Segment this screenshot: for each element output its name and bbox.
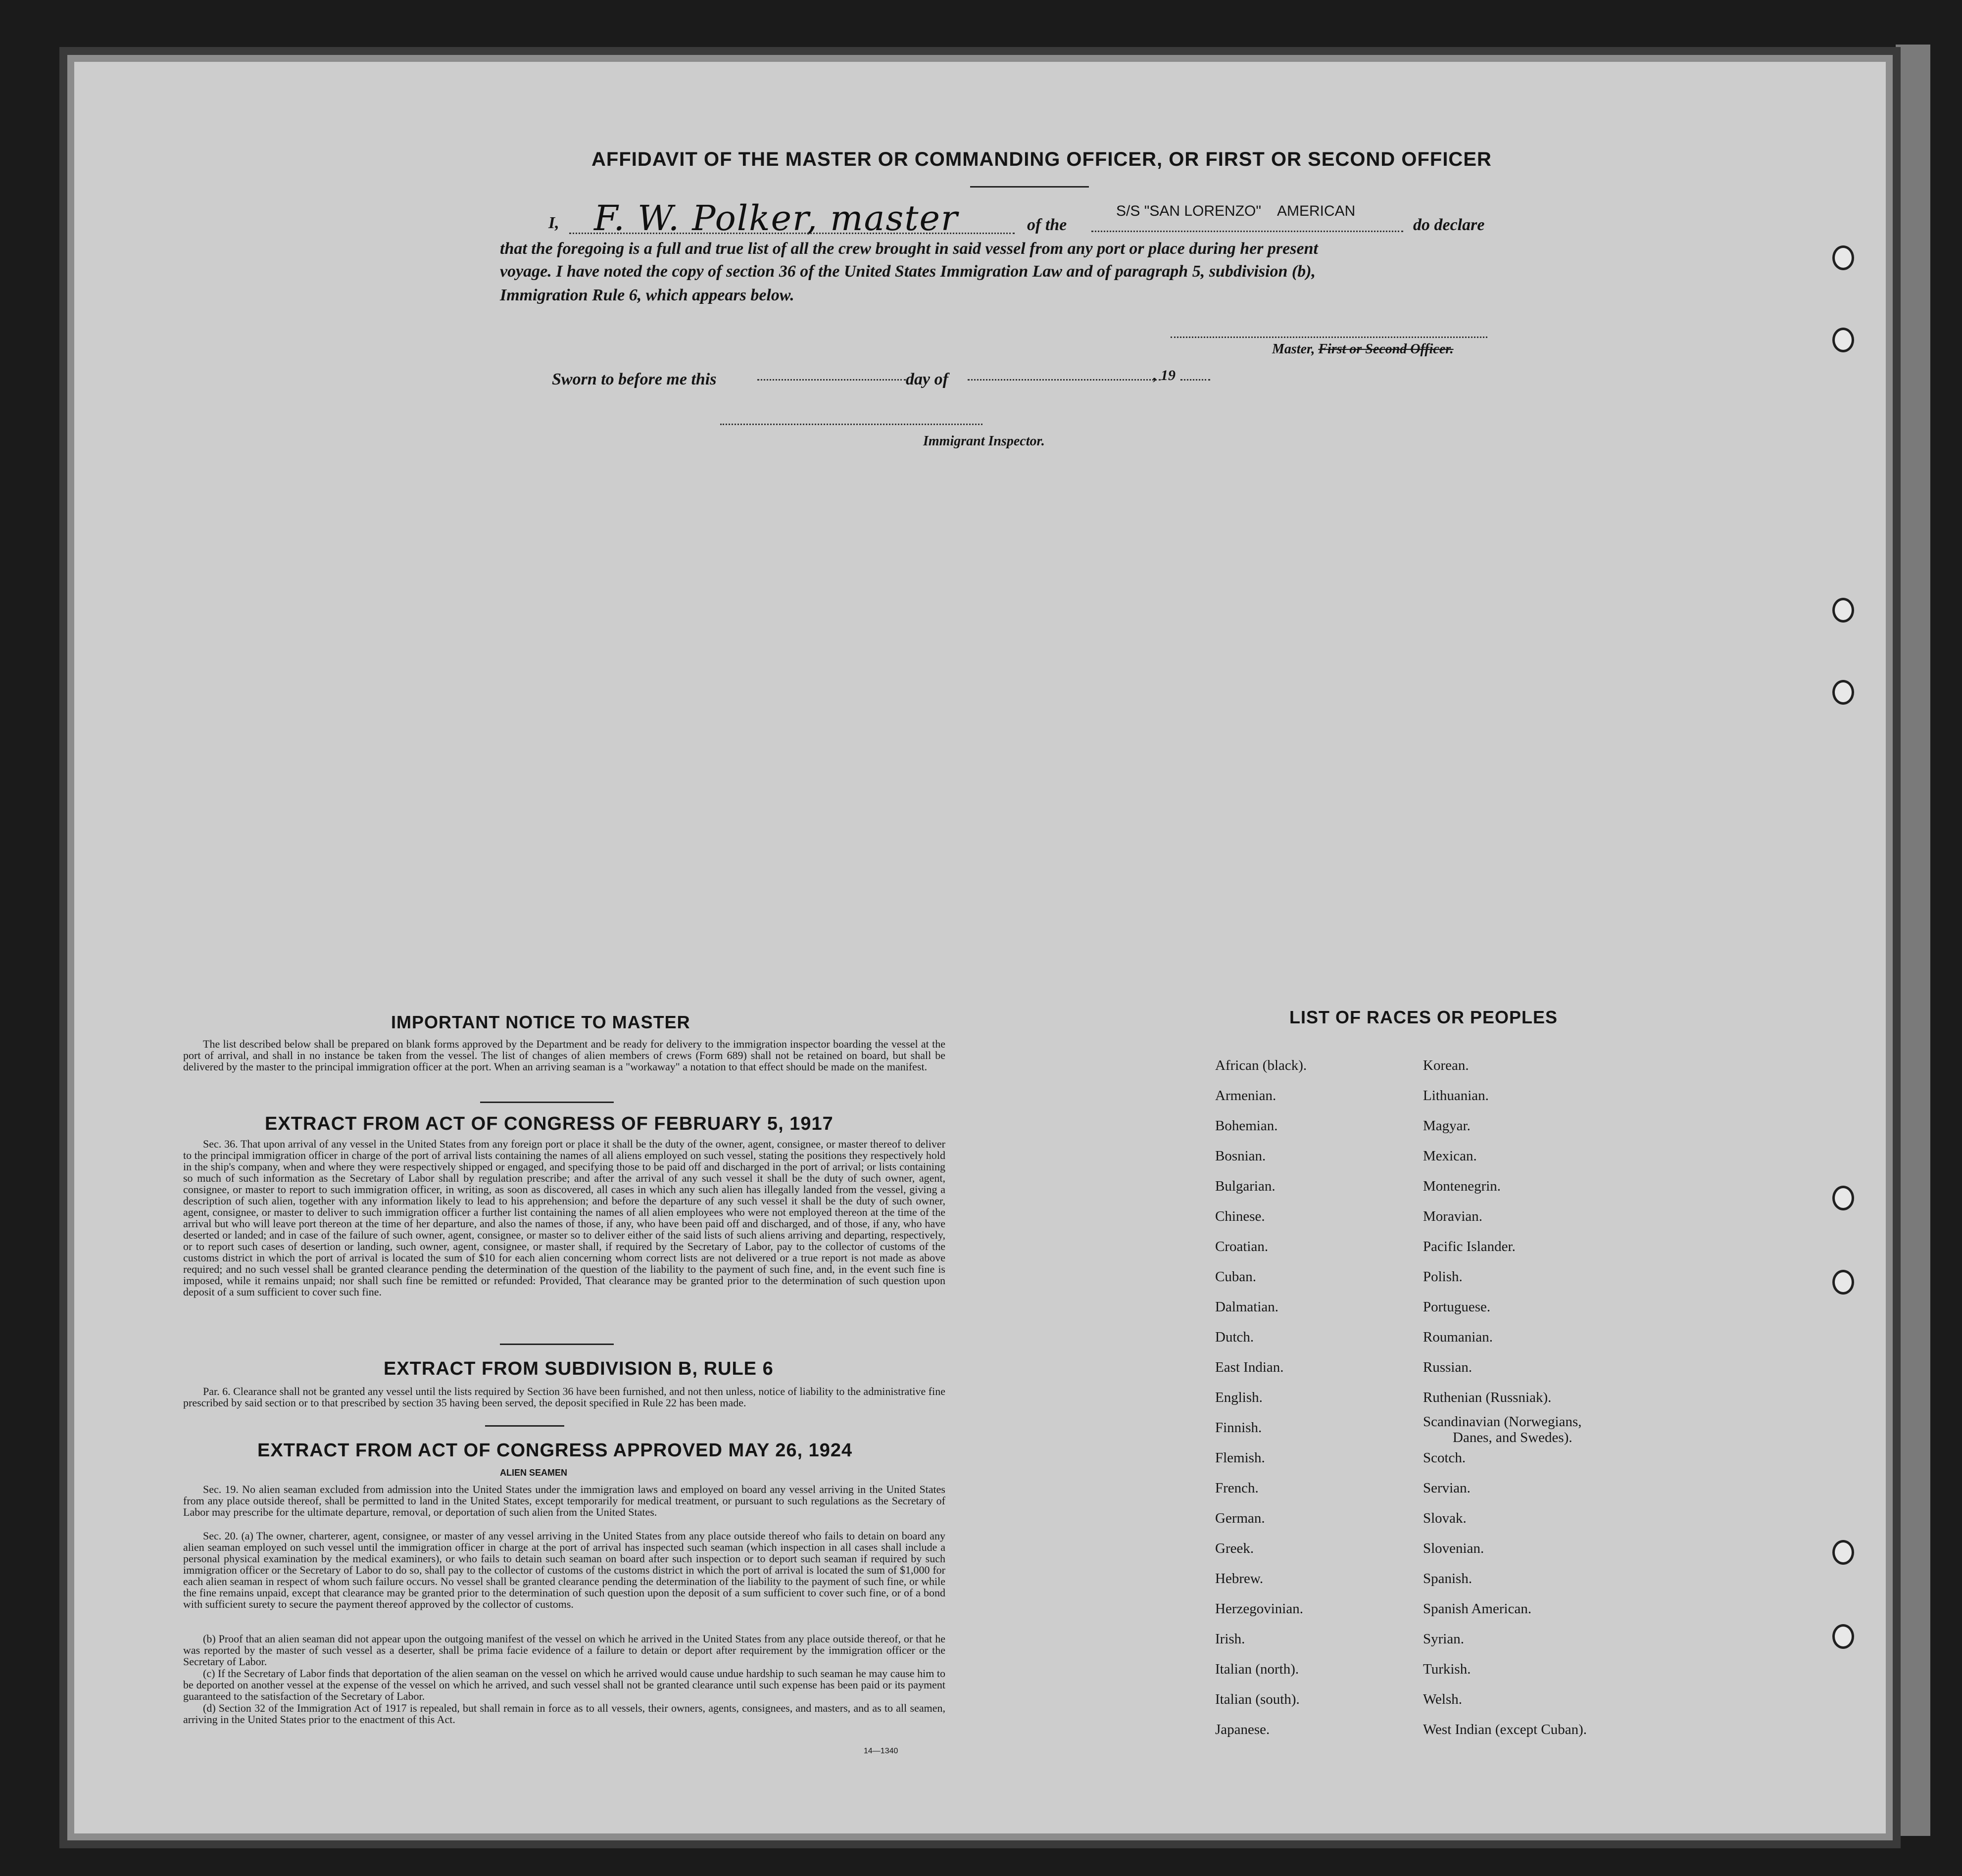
race-item: Danes, and Swedes). xyxy=(1453,1430,1572,1445)
race-item: Chinese. xyxy=(1215,1208,1265,1224)
master-label xyxy=(1272,341,1454,357)
race-item: Finnish. xyxy=(1215,1420,1262,1436)
race-item: Roumanian. xyxy=(1423,1329,1493,1345)
race-item: Hebrew. xyxy=(1215,1571,1264,1587)
race-item: Magyar. xyxy=(1423,1118,1471,1134)
race-item: Cuban. xyxy=(1215,1269,1256,1285)
sec20c-body: (c) If the Secretary of Labor finds that deportation of the alien seaman on the vessel on which he arrived would cause undue hardship to such seaman he may cause him to be deported on another vessel at the expense of the vessel on which he arrived, and such vessel shall not be granted clearance until such expense has been paid or its payment guaranteed to the satisfaction of the Secretary of Labor. xyxy=(183,1667,945,1702)
affidavit-title: AFFIDAVIT OF THE MASTER OR COMMANDING OFFICER, OR FIRST OR SECOND OFFICER xyxy=(591,148,1492,170)
notice-title: IMPORTANT NOTICE TO MASTER xyxy=(391,1012,690,1032)
race-item: Turkish. xyxy=(1423,1661,1471,1677)
master-signature-line xyxy=(1171,337,1487,338)
sec20a-body: Sec. 20. (a) The owner, charterer, agent, consignee, or master of any vessel arriving in the United States from any place outside thereof who fails to detain on board any alien seaman employed on such vessel until the immigration officer in charge at the port of arrival has inspected such seaman (which inspection in all cases shall include a personal physical examination by the medical examiners), or who fails to detain such seaman on board after such inspection or to deport such seaman if required by such immigration officer or the Secretary of Labor to do so, shall pay to the collector of customs of the customs district in which the port of arrival is located the sum of $1,000 for each alien seaman in respect of whom such failure occurs. No vessel shall be granted clearance pending the determination of the liability to the payment of such fine, or while the fine remains unpaid, except that clearance may be granted prior to the determination of such question upon the deposit of a sum sufficient to cover such fine, or of a bond with sufficient surety to secure the payment thereof approved by the collector of customs. xyxy=(183,1530,945,1610)
sec20b-body: (b) Proof that an alien seaman did not appear upon the outgoing manifest of the vessel on which he arrived in the United States from any place outside thereof, or that he was reported by the master of such vessel as a deserter, shall be prima facie evidence of a failure to detain or deport after requirement by the immigration officer or the Secretary of Labor. xyxy=(183,1633,945,1668)
race-item: Herzegovinian. xyxy=(1215,1601,1303,1617)
year-label: , 19 xyxy=(1153,367,1176,384)
race-item: Spanish American. xyxy=(1423,1601,1532,1617)
race-item: Ruthenian (Russniak). xyxy=(1423,1390,1552,1405)
race-item: Montenegrin. xyxy=(1423,1178,1501,1194)
binder-hole-5 xyxy=(1832,1186,1854,1210)
inspector-label: Immigrant Inspector. xyxy=(923,433,1045,449)
race-item: African (black). xyxy=(1215,1058,1307,1073)
binder-hole-8 xyxy=(1832,1624,1854,1649)
race-item: Spanish. xyxy=(1423,1571,1472,1587)
binder-hole-4 xyxy=(1832,680,1854,705)
inspector-signature-line xyxy=(720,424,982,425)
sec19-body: Sec. 19. No alien seaman excluded from admission into the United States under the immigration laws and employed on board any vessel arriving in the United States from any place outside thereof, shall be permitted to land in the United States, except temporarily for medical treatment, or pursuant to such regulations as the Secretary of Labor may prescribe for the ultimate departure, removal, or deportation of such alien from the United States. xyxy=(183,1483,945,1518)
affidavit-line-4: Immigration Rule 6, which appears below. xyxy=(500,286,794,304)
race-item: Slovenian. xyxy=(1423,1540,1484,1556)
race-item: Scotch. xyxy=(1423,1450,1466,1466)
title-underline xyxy=(970,186,1089,188)
act-1917-body: Sec. 36. That upon arrival of any vessel in the United States from any foreign port or place it shall be the duty of the owner, agent, consignee, or master thereof to deliver to the principal immigration officer in charge of the port of arrival lists containing the names of all aliens employed on such vessel, stating the positions they respectively hold in the ship's company, when and where they were respectively shipped or engaged, and specifying those to be paid off and discharged in the port of arrival; or lists containing so much of such information as the Secretary of Labor shall by regulation prescribe; and after the arrival of any such vessel it shall be the duty of such owner, agent, consignee, or master to report to such immigration officer, in writing, as soon as discovered, all cases in which any such alien has illegally landed from the vessel, giving a description of such alien, together with any information likely to lead to his apprehension; and before the departure of any such vessel it shall be the duty of such owner, agent, consignee, or master to deliver to such immigration officer a further list containing the names of all alien employees who were not employed thereon at the time of the arrival but who will leave port thereon at the time of her departure, and also the names of those, if any, who have been paid off and discharged, and of those, if any, who have deserted or landed; and in case of the failure of such owner, agent, consignee, or master so to deliver either of the said lists of such aliens arriving and departing, respectively, or to report such cases of desertion or landing, such owner, agent, consignee, or master shall, if required by the Secretary of Labor, pay to the collector of customs of the customs district in which the port of arrival is located the sum of $10 for each alien concerning whom correct lists are not delivered or a true report is not made as above required; and no such vessel shall be granted clearance pending the determination of the question of the liability to the payment of such fine, and, in the event such fine is imposed, while it remains unpaid; nor shall such fine be remitted or refunded: Provided, That clearance may be granted prior to the determination of such question upon deposit of a sum sufficient to cover such fine. xyxy=(183,1138,945,1298)
vessel-line xyxy=(1091,231,1403,232)
rule6-divider xyxy=(485,1425,564,1427)
race-item: Greek. xyxy=(1215,1540,1254,1556)
race-item: Servian. xyxy=(1423,1480,1471,1496)
binder-hole-2 xyxy=(1832,328,1854,352)
rule6-body: Par. 6. Clearance shall not be granted any vessel until the lists required by Section 36 have been furnished, and not then unless, notice of liability to the administrative fine prescribed by said section or to that prescribed by section 35 having been served, the deposit specified in Rule 22 has been made. xyxy=(183,1385,945,1409)
race-item: Moravian. xyxy=(1423,1208,1482,1224)
race-item: Bosnian. xyxy=(1215,1148,1266,1164)
notice-body: The list described below shall be prepared on blank forms approved by the Department and be ready for delivery to the immigration inspector boarding the vessel at the port of arrival, and shall in no instance be taken from the vessel. The list of changes of alien members of crews (Form 689) shall not be retained on board, but shall be delivered by the master to the principal immigration officer at the port. When an arriving seaman is a "workaway" a notation to that effect should be made on the manifest. xyxy=(183,1038,945,1073)
master-title: Master, xyxy=(1272,341,1315,357)
vessel-nationality: AMERICAN xyxy=(1277,203,1356,219)
races-title: LIST OF RACES OR PEOPLES xyxy=(1289,1007,1558,1027)
race-item: Scandinavian (Norwegians, xyxy=(1423,1414,1582,1430)
race-item: English. xyxy=(1215,1390,1263,1405)
officer-struck: First or Second Officer. xyxy=(1318,341,1454,357)
binding-edge xyxy=(1896,45,1930,1836)
signer-line xyxy=(569,233,1015,234)
signer-handwritten: F. W. Polker, master xyxy=(594,198,959,239)
binder-hole-7 xyxy=(1832,1540,1854,1565)
sworn-month-line xyxy=(968,379,1161,381)
race-item: West Indian (except Cuban). xyxy=(1423,1722,1587,1737)
race-item: Japanese. xyxy=(1215,1722,1270,1737)
race-item: Dalmatian. xyxy=(1215,1299,1279,1315)
race-item: Italian (south). xyxy=(1215,1691,1300,1707)
sworn-year-line xyxy=(1180,379,1210,381)
race-item: Slovak. xyxy=(1423,1510,1467,1526)
sworn-label: Sworn to before me this xyxy=(552,370,717,388)
form-number: 14—1340 xyxy=(864,1747,898,1755)
race-item: Armenian. xyxy=(1215,1088,1276,1104)
binder-hole-3 xyxy=(1832,598,1854,623)
race-item: German. xyxy=(1215,1510,1265,1526)
race-item: Flemish. xyxy=(1215,1450,1265,1466)
race-item: Korean. xyxy=(1423,1058,1469,1073)
race-item: Irish. xyxy=(1215,1631,1245,1647)
race-item: Mexican. xyxy=(1423,1148,1477,1164)
rule6-title: EXTRACT FROM SUBDIVISION B, RULE 6 xyxy=(384,1358,774,1379)
race-item: Dutch. xyxy=(1215,1329,1254,1345)
binder-hole-6 xyxy=(1832,1270,1854,1295)
day-of-label: day of xyxy=(906,370,948,388)
i-label: I, xyxy=(548,214,559,232)
race-item: East Indian. xyxy=(1215,1359,1284,1375)
race-item: Bohemian. xyxy=(1215,1118,1278,1134)
race-item: Pacific Islander. xyxy=(1423,1239,1516,1254)
race-item: French. xyxy=(1215,1480,1259,1496)
notice-divider xyxy=(480,1102,614,1103)
of-the-label: of the xyxy=(1027,216,1067,234)
race-item: Welsh. xyxy=(1423,1691,1463,1707)
race-item: Lithuanian. xyxy=(1423,1088,1489,1104)
affidavit-line-2: that the foregoing is a full and true list of all the crew brought in said vessel from any port or place during her present xyxy=(500,240,1318,258)
affidavit-line-3: voyage. I have noted the copy of section 36 of the United States Immigration Law and of paragraph 5, subdivision (b), xyxy=(500,262,1316,281)
race-item: Portuguese. xyxy=(1423,1299,1491,1315)
act-1917-title: EXTRACT FROM ACT OF CONGRESS OF FEBRUARY 5, 1917 xyxy=(265,1113,834,1134)
act-1924-title: EXTRACT FROM ACT OF CONGRESS APPROVED MAY 26, 1924 xyxy=(257,1440,853,1461)
vessel-name: S/S "SAN LORENZO" xyxy=(1116,203,1262,219)
alien-seamen-subtitle: ALIEN SEAMEN xyxy=(500,1468,568,1478)
race-item: Polish. xyxy=(1423,1269,1463,1285)
race-item: Russian. xyxy=(1423,1359,1472,1375)
race-item: Italian (north). xyxy=(1215,1661,1299,1677)
do-declare-label: do declare xyxy=(1413,216,1485,234)
race-item: Bulgarian. xyxy=(1215,1178,1275,1194)
race-item: Syrian. xyxy=(1423,1631,1464,1647)
sworn-day-line xyxy=(757,379,906,381)
act-1917-divider xyxy=(500,1344,614,1345)
binder-hole-1 xyxy=(1832,245,1854,270)
sec20d-body: (d) Section 32 of the Immigration Act of 1917 is repealed, but shall remain in force as to all vessels, their owners, agents, consignees, and masters, and as to all seamen, arriving in the United States prior to the enactment of this Act. xyxy=(183,1702,945,1726)
race-item: Croatian. xyxy=(1215,1239,1269,1254)
